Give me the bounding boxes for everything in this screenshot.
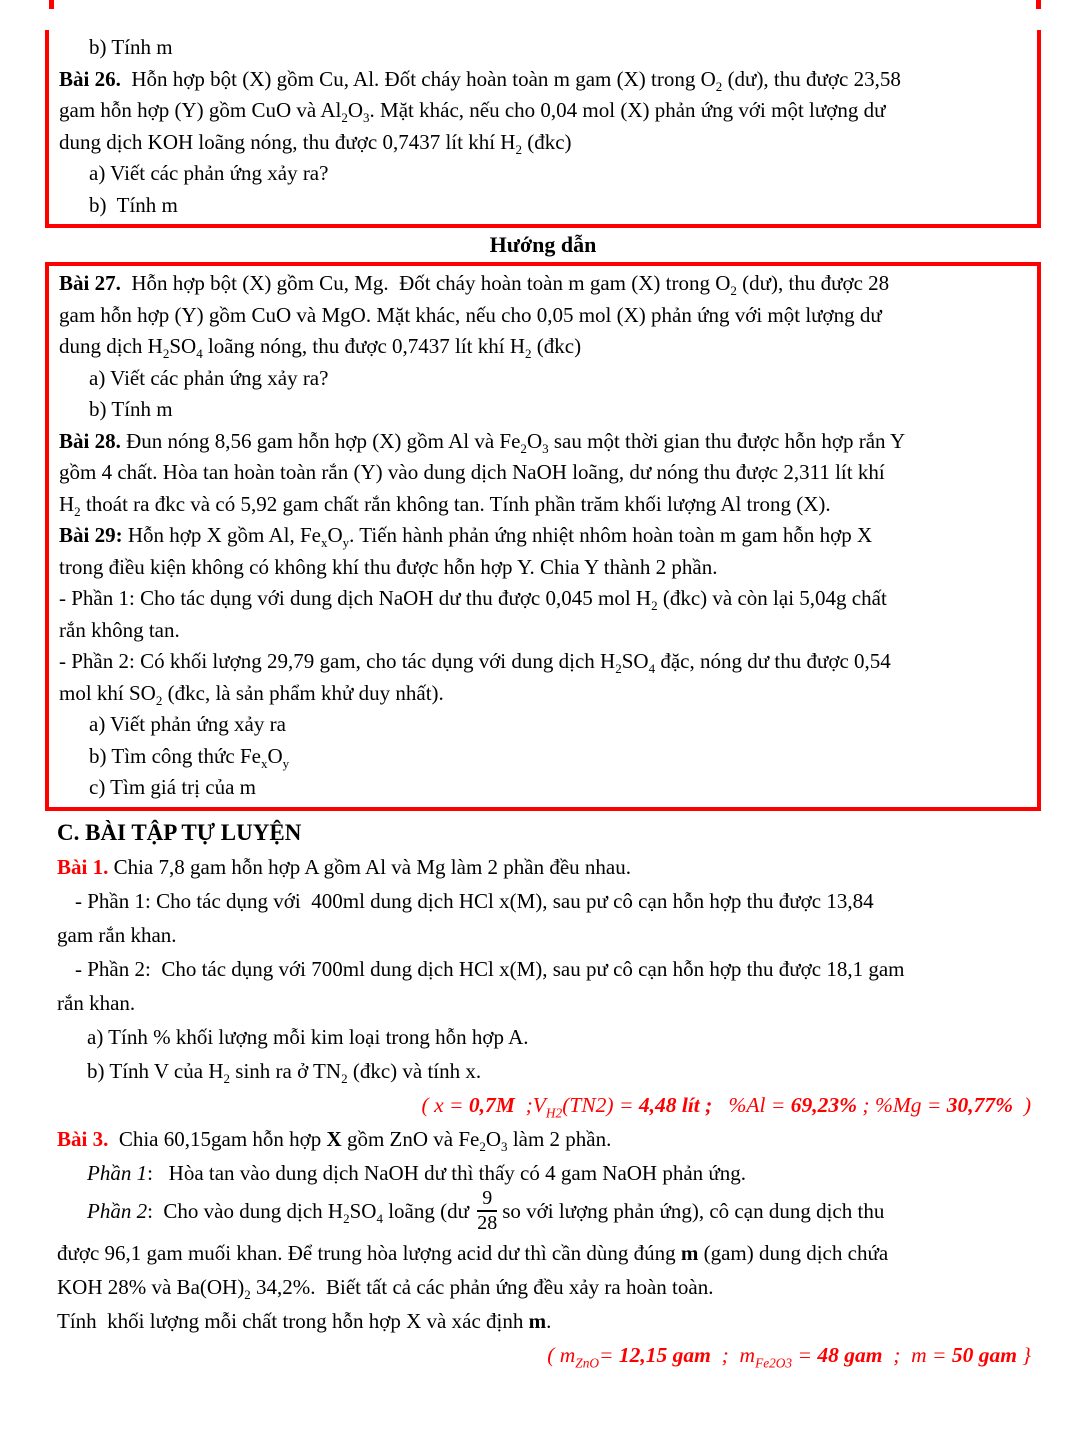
bai28-l3: $H_2$ thoát ra đkc và có 5,92 gam chất rắn không tan. Tính phần trăm khối lượng Al trong (X). bbox=[59, 491, 831, 519]
bai1-intro: Bài 1. Chia 7,8 gam hỗn hợp A gồm Al và Mg làm 2 phần đều nhau. bbox=[57, 854, 631, 879]
bai3-answer: ( $m_{ZnO}= 12,15$ gam ; $m_{Fe2O3} = 48$ gam ; m = 50 gam } bbox=[547, 1342, 1031, 1370]
bai27-l1: Bài 27. Hỗn hợp bột (X) gồm Cu, Mg. Đốt cháy hoàn toàn m gam (X) trong $O_2$ (dư), thu được 28 bbox=[59, 271, 890, 299]
bai3-phan2-l1: Phần 2: Cho vào dung dịch $H_2SO_4$ loãng (dư $\frac{9}{28}$ so với lượng phản ứng), cô cạn dung dịch thu bbox=[87, 1186, 885, 1234]
bai29-item-c: c) Tìm giá trị của m bbox=[89, 775, 256, 799]
bai29-phan2-l2: mol khí $SO_2$ (đkc, là sản phẩm khử duy nhất). bbox=[59, 680, 444, 708]
section-c-body bbox=[57, 850, 1035, 1372]
exercise-box-26 bbox=[45, 30, 1041, 228]
bai26-l3: dung dịch KOH loãng nóng, thu được 0,7437 lít khí $H_2$ (đkc) bbox=[59, 129, 572, 157]
bai1-phan1-l2: gam rắn khan. bbox=[57, 922, 177, 947]
box-border-continuation-left bbox=[49, 0, 54, 9]
prev-item-b: b) Tính m bbox=[89, 35, 173, 59]
bai1-phan2-l2: rắn khan. bbox=[57, 990, 136, 1015]
huong-dan-heading: Hướng dẫn bbox=[489, 232, 597, 257]
bai3-phan2-l2: được 96,1 gam muối khan. Để trung hòa lượng acid dư thì cần dùng đúng m (gam) dung dịch chứa bbox=[57, 1240, 889, 1265]
page-content bbox=[45, 30, 1041, 1372]
bai27-l2: gam hỗn hợp (Y) gồm CuO và MgO. Mặt khác, nếu cho 0,05 mol (X) phản ứng với một lượng dư bbox=[59, 302, 882, 327]
bai29-phan2-l1: - Phần 2: Có khối lượng 29,79 gam, cho tác dụng với dung dịch $H_2SO_4$ đặc, nóng dư thu được 0,54 bbox=[59, 649, 891, 677]
bai1-item-a: a) Tính % khối lượng mỗi kim loại trong hỗn hợp A. bbox=[87, 1024, 529, 1049]
bai26-item-b: b) Tính m bbox=[89, 192, 178, 217]
bai29-phan1-l2: rắn không tan. bbox=[59, 617, 180, 642]
bai1-phan2-l1: - Phần 2: Cho tác dụng với 700ml dung dịch HCl x(M), sau pư cô cạn hỗn hợp thu được 18,1 gam bbox=[75, 956, 905, 981]
bai27-item-a: a) Viết các phản ứng xảy ra? bbox=[89, 365, 329, 390]
section-c-heading: C. BÀI TẬP TỰ LUYỆN bbox=[57, 819, 302, 845]
bai27-item-b: b) Tính m bbox=[89, 397, 173, 421]
bai29-item-b: b) Tìm công thức $Fe_xO_y$ bbox=[89, 743, 290, 771]
box-border-continuation-right bbox=[1036, 0, 1041, 9]
bai26-l2: gam hỗn hợp (Y) gồm CuO và $Al_2O_3$. Mặt khác, nếu cho 0,04 mol (X) phản ứng với một lượng dư bbox=[59, 98, 886, 126]
bai3-phan1: Phần 1: Hòa tan vào dung dịch NaOH dư thì thấy có 4 gam NaOH phản ứng. bbox=[87, 1160, 747, 1185]
bai26-item-a: a) Viết các phản ứng xảy ra? bbox=[89, 161, 329, 185]
fraction: $\frac{9}{28}$ bbox=[477, 1186, 498, 1234]
bai28-l2: gồm 4 chất. Hòa tan hoàn toàn rắn (Y) vào dung dịch NaOH loãng, dư nóng thu được 2,311 lít khí bbox=[59, 460, 885, 484]
bai26-l1: Bài 26. Hỗn hợp bột (X) gồm Cu, Al. Đốt cháy hoàn toàn m gam (X) trong $O_2$ (dư), thu được 23,58 bbox=[59, 66, 901, 94]
section-c bbox=[45, 816, 1041, 1372]
bai1-phan1-l1: - Phần 1: Cho tác dụng với 400ml dung dịch HCl x(M), sau pư cô cạn hỗn hợp thu được 13,84 bbox=[75, 888, 874, 913]
bai27-l3: dung dịch $H_2SO_4$ loãng nóng, thu được 0,7437 lít khí $H_2$ (đkc) bbox=[59, 334, 582, 362]
bai29-item-a: a) Viết phản ứng xảy ra bbox=[89, 712, 286, 736]
bai3-intro: Bài 3. Chia 60,15gam hỗn hợp X gồm ZnO và $Fe_2O_3$ làm 2 phần. bbox=[57, 1126, 612, 1154]
bai1-answer: ( x = 0,7M $;V_{H2}(TN2) = 4,48$ lít ; %Al = 69,23% ; %Mg = 30,77% ) bbox=[421, 1092, 1031, 1120]
bai29-l2: trong điều kiện không có không khí thu được hỗn hợp Y. Chia Y thành 2 phần. bbox=[59, 554, 718, 579]
bai3-phan2-l3: KOH 28% và $Ba(OH)_2$ 34,2%. Biết tất cả các phản ứng đều xảy ra hoàn toàn. bbox=[57, 1274, 714, 1302]
bai1-item-b: b) Tính V của $H_2$ sinh ra ở $TN_2$ (đkc) và tính x. bbox=[87, 1058, 482, 1086]
bai28-l1: Bài 28. Đun nóng 8,56 gam hỗn hợp (X) gồm Al và $Fe_2O_3$ sau một thời gian thu được hỗn hợp rắn Y bbox=[59, 428, 906, 456]
bai3-final: Tính khối lượng mỗi chất trong hỗn hợp X và xác định m. bbox=[57, 1308, 552, 1333]
exercise-box-27-29 bbox=[45, 262, 1041, 811]
bai29-phan1-l1: - Phần 1: Cho tác dụng với dung dịch NaOH dư thu được 0,045 mol $H_2$ (đkc) và còn lại 5,04g chất bbox=[59, 586, 887, 614]
bai29-l1: Bài 29: Hỗn hợp X gồm Al, $Fe_xO_y$. Tiến hành phản ứng nhiệt nhôm hoàn toàn m gam hỗn hợp X bbox=[59, 523, 873, 551]
